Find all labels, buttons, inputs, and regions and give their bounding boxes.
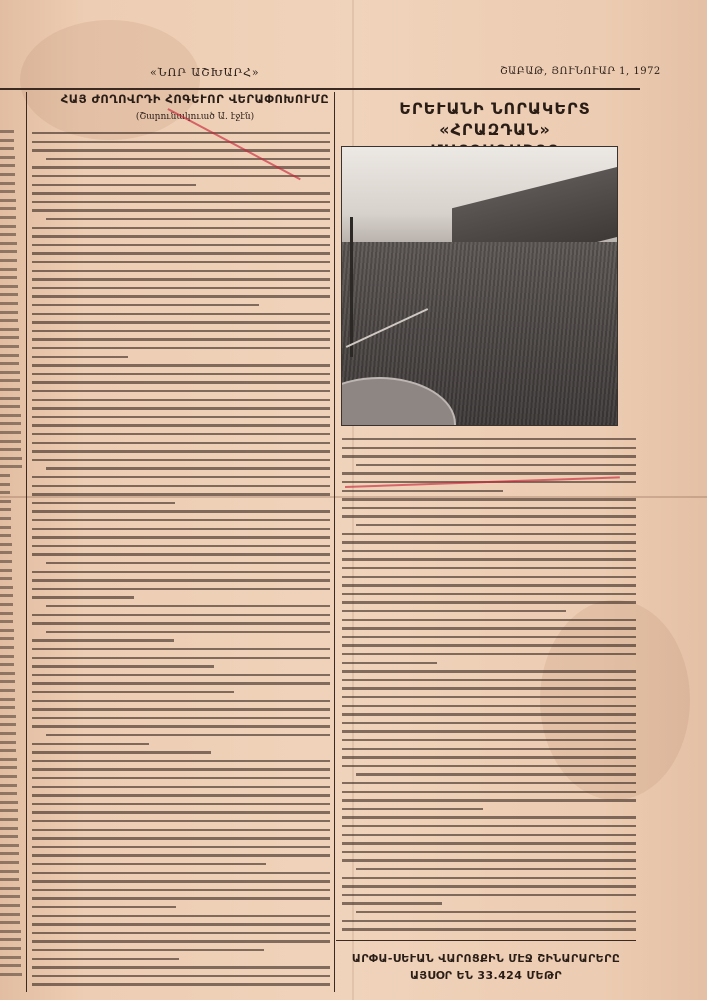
text-line bbox=[32, 966, 330, 968]
text-line bbox=[0, 405, 20, 408]
text-line bbox=[0, 276, 17, 279]
text-line bbox=[46, 562, 330, 564]
text-line bbox=[32, 141, 330, 143]
text-line bbox=[32, 639, 174, 641]
text-line bbox=[356, 464, 636, 466]
column-divider bbox=[334, 92, 335, 992]
text-line bbox=[32, 450, 330, 452]
text-line bbox=[32, 579, 330, 581]
text-line bbox=[356, 773, 636, 775]
text-line bbox=[32, 725, 330, 727]
text-line bbox=[342, 601, 636, 603]
text-line bbox=[32, 889, 330, 891]
text-line bbox=[342, 670, 636, 672]
text-line bbox=[0, 612, 13, 615]
text-line bbox=[32, 433, 330, 435]
text-line bbox=[32, 399, 330, 401]
text-line bbox=[0, 646, 14, 649]
text-line bbox=[32, 614, 330, 616]
text-line bbox=[342, 653, 636, 655]
text-line bbox=[342, 816, 636, 818]
text-line bbox=[0, 139, 14, 142]
text-line bbox=[342, 541, 636, 543]
text-line bbox=[32, 786, 330, 788]
text-line bbox=[32, 820, 330, 822]
text-line bbox=[0, 680, 15, 683]
text-line bbox=[0, 784, 17, 787]
text-line bbox=[32, 906, 176, 908]
text-line bbox=[0, 508, 11, 511]
text-line bbox=[0, 835, 18, 838]
text-line bbox=[32, 373, 330, 375]
text-line bbox=[0, 440, 21, 443]
text-line bbox=[32, 777, 330, 779]
text-line bbox=[32, 665, 214, 667]
text-line bbox=[32, 682, 330, 684]
announcement-line2: ԱՅՍՕՐ ԵՆ 33.424 ՄԵԹՐ bbox=[410, 969, 562, 982]
text-line bbox=[46, 734, 330, 736]
left-byline: (Շարունակուած Ա. էջէն) bbox=[135, 112, 255, 122]
text-line bbox=[32, 657, 330, 659]
text-line bbox=[32, 691, 234, 693]
text-line bbox=[342, 507, 636, 509]
text-line bbox=[0, 164, 15, 167]
text-line bbox=[32, 424, 330, 426]
text-line bbox=[0, 637, 14, 640]
text-line bbox=[32, 949, 264, 951]
text-line bbox=[32, 897, 330, 899]
left-column-fragment bbox=[0, 90, 22, 990]
text-line bbox=[342, 713, 636, 715]
text-line bbox=[32, 743, 149, 745]
text-line bbox=[0, 465, 22, 468]
text-line bbox=[0, 663, 14, 666]
text-line bbox=[0, 706, 15, 709]
text-line bbox=[32, 416, 330, 418]
text-line bbox=[0, 878, 19, 881]
text-line bbox=[32, 166, 330, 168]
text-line bbox=[32, 321, 330, 323]
text-line bbox=[32, 476, 330, 478]
text-line bbox=[32, 571, 330, 573]
text-line bbox=[32, 536, 330, 538]
text-line bbox=[0, 629, 14, 632]
text-line bbox=[342, 610, 566, 612]
text-line bbox=[32, 330, 330, 332]
text-line bbox=[342, 748, 636, 750]
text-line bbox=[32, 227, 330, 229]
text-line bbox=[0, 560, 12, 563]
text-line bbox=[0, 887, 20, 890]
text-line bbox=[342, 627, 636, 629]
text-line bbox=[0, 190, 15, 193]
text-line bbox=[0, 655, 14, 658]
text-line bbox=[0, 758, 17, 761]
text-line bbox=[32, 975, 330, 977]
text-line bbox=[0, 156, 15, 159]
text-line bbox=[32, 407, 330, 409]
text-line bbox=[32, 132, 330, 134]
text-line bbox=[0, 268, 17, 271]
text-line bbox=[46, 158, 330, 160]
text-line bbox=[32, 803, 330, 805]
bottom-announcement bbox=[336, 944, 636, 994]
text-line bbox=[32, 794, 330, 796]
text-line bbox=[0, 569, 12, 572]
text-line bbox=[342, 558, 636, 560]
text-line bbox=[0, 379, 20, 382]
text-line bbox=[342, 756, 636, 758]
text-line bbox=[32, 295, 330, 297]
text-line bbox=[0, 483, 10, 486]
text-line bbox=[32, 175, 330, 177]
text-line bbox=[0, 371, 20, 374]
text-line bbox=[32, 700, 330, 702]
text-line bbox=[0, 285, 18, 288]
text-line bbox=[32, 760, 330, 762]
announcement-line1: ԱՐՓԱ-ՍԵՒԱՆ ՎԱՐՈՑՔԻՆ ՄԷՋ ՇԻՆԱՐԱՐԵՐԸ bbox=[351, 952, 621, 965]
right-article-body bbox=[342, 436, 636, 934]
text-line bbox=[0, 818, 18, 821]
text-line bbox=[342, 808, 483, 810]
text-line bbox=[0, 250, 17, 253]
text-line bbox=[342, 722, 636, 724]
text-line bbox=[0, 921, 20, 924]
text-line bbox=[32, 846, 330, 848]
text-line bbox=[0, 302, 18, 305]
text-line bbox=[46, 605, 330, 607]
text-line bbox=[0, 973, 22, 976]
box-rule bbox=[336, 940, 636, 941]
text-line bbox=[32, 811, 330, 813]
text-line bbox=[32, 923, 330, 925]
text-line bbox=[0, 766, 17, 769]
text-line bbox=[32, 502, 175, 504]
text-line bbox=[32, 485, 330, 487]
text-line bbox=[342, 498, 636, 500]
text-line bbox=[32, 364, 330, 366]
text-line bbox=[342, 593, 636, 595]
text-line bbox=[342, 885, 636, 887]
text-line bbox=[0, 182, 15, 185]
text-line bbox=[32, 304, 259, 306]
text-line bbox=[32, 553, 330, 555]
text-line bbox=[0, 130, 14, 133]
text-line bbox=[32, 588, 330, 590]
text-line bbox=[32, 390, 330, 392]
text-line bbox=[32, 596, 134, 598]
masthead-rule bbox=[0, 88, 640, 90]
text-line bbox=[32, 648, 330, 650]
text-line bbox=[0, 930, 21, 933]
text-line bbox=[0, 715, 16, 718]
masthead bbox=[0, 62, 707, 86]
text-line bbox=[32, 252, 330, 254]
text-line bbox=[0, 543, 12, 546]
text-line bbox=[356, 524, 636, 526]
text-line bbox=[0, 319, 18, 322]
text-line bbox=[0, 809, 18, 812]
text-line bbox=[0, 474, 10, 477]
text-line bbox=[32, 356, 128, 358]
text-line bbox=[0, 904, 20, 907]
text-line bbox=[342, 447, 636, 449]
issue-date: ՇԱԲԱԹ, ՅՈՒՆՈՒԱՐ 1, 1972 bbox=[500, 66, 661, 77]
text-line bbox=[0, 827, 18, 830]
text-line bbox=[32, 381, 330, 383]
text-line bbox=[0, 551, 12, 554]
text-line bbox=[46, 218, 330, 220]
text-line bbox=[342, 490, 503, 492]
text-line bbox=[0, 526, 11, 529]
text-line bbox=[32, 768, 330, 770]
text-line bbox=[342, 825, 636, 827]
stadium-photo bbox=[341, 146, 618, 426]
text-line bbox=[342, 791, 636, 793]
text-line bbox=[32, 287, 330, 289]
text-line bbox=[0, 173, 15, 176]
text-line bbox=[0, 500, 11, 503]
text-line bbox=[0, 259, 17, 262]
text-line bbox=[32, 510, 330, 512]
text-line bbox=[0, 603, 13, 606]
text-line bbox=[32, 915, 330, 917]
text-line bbox=[342, 920, 636, 922]
text-line bbox=[32, 983, 330, 985]
text-line bbox=[342, 679, 636, 681]
text-line bbox=[0, 689, 15, 692]
text-line bbox=[32, 235, 330, 237]
text-line bbox=[0, 233, 16, 236]
text-line bbox=[0, 913, 20, 916]
text-line bbox=[0, 775, 17, 778]
left-headline: ՀԱՅ ԺՈՂՈՎՐԴԻ ՀՈԳԵՒՈՐ ՎԵՐԱՓՈԽՈՒՄԸ bbox=[60, 92, 330, 106]
text-line bbox=[32, 244, 330, 246]
text-line bbox=[0, 844, 19, 847]
text-line bbox=[0, 852, 19, 855]
text-line bbox=[32, 278, 330, 280]
text-line bbox=[342, 877, 636, 879]
text-line bbox=[0, 938, 21, 941]
text-line bbox=[32, 854, 330, 856]
text-line bbox=[0, 586, 13, 589]
text-line bbox=[342, 765, 636, 767]
text-line bbox=[0, 895, 20, 898]
text-line bbox=[0, 947, 21, 950]
text-line bbox=[342, 851, 636, 853]
text-line bbox=[32, 519, 330, 521]
text-line bbox=[0, 792, 17, 795]
text-line bbox=[342, 834, 636, 836]
text-line bbox=[0, 801, 18, 804]
text-line bbox=[32, 958, 179, 960]
column-divider bbox=[26, 92, 27, 992]
text-line bbox=[0, 336, 19, 339]
text-line bbox=[0, 594, 13, 597]
text-line bbox=[0, 362, 19, 365]
text-line bbox=[32, 442, 330, 444]
text-line bbox=[32, 622, 330, 624]
text-line bbox=[32, 201, 330, 203]
text-line bbox=[342, 515, 636, 517]
text-line bbox=[342, 550, 636, 552]
text-line bbox=[342, 636, 636, 638]
text-line bbox=[342, 799, 636, 801]
text-line bbox=[0, 422, 21, 425]
text-line bbox=[0, 698, 15, 701]
text-line bbox=[0, 388, 20, 391]
text-line bbox=[342, 644, 636, 646]
right-headline-line1: ԵՐԵՒԱՆԻ ՆՈՐԱԿԵՐՏ «ՀՐԱԶԴԱՆ» bbox=[399, 99, 591, 139]
text-line bbox=[32, 209, 330, 211]
text-line bbox=[342, 438, 636, 440]
text-line bbox=[32, 545, 330, 547]
text-line bbox=[32, 674, 330, 676]
photo-floodlight bbox=[350, 217, 353, 357]
text-line bbox=[342, 567, 636, 569]
newspaper-name: «ՆՈՐ ԱՇԽԱՐՀ» bbox=[150, 66, 260, 79]
text-line bbox=[342, 619, 636, 621]
text-line bbox=[342, 782, 636, 784]
text-line bbox=[342, 894, 636, 896]
text-line bbox=[32, 872, 330, 874]
text-line bbox=[342, 705, 636, 707]
text-line bbox=[0, 354, 19, 357]
text-line bbox=[0, 293, 18, 296]
text-line bbox=[0, 749, 16, 752]
text-line bbox=[0, 517, 11, 520]
text-line bbox=[32, 932, 330, 934]
text-line bbox=[32, 528, 330, 530]
text-line bbox=[32, 184, 196, 186]
text-line bbox=[0, 741, 16, 744]
text-line bbox=[342, 739, 636, 741]
text-line bbox=[342, 576, 636, 578]
text-line bbox=[32, 149, 330, 151]
text-line bbox=[0, 870, 19, 873]
text-line bbox=[0, 577, 12, 580]
text-line bbox=[342, 928, 636, 930]
text-line bbox=[342, 662, 437, 664]
text-line bbox=[0, 672, 15, 675]
text-line bbox=[342, 859, 636, 861]
text-line bbox=[342, 533, 636, 535]
text-line bbox=[342, 687, 636, 689]
text-line bbox=[0, 199, 16, 202]
text-line bbox=[32, 837, 330, 839]
text-line bbox=[32, 270, 330, 272]
text-line bbox=[342, 472, 636, 474]
text-line bbox=[32, 261, 330, 263]
text-line bbox=[32, 338, 330, 340]
text-line bbox=[46, 631, 330, 633]
text-line bbox=[32, 192, 330, 194]
text-line bbox=[32, 940, 330, 942]
text-line bbox=[0, 491, 10, 494]
text-line bbox=[0, 225, 16, 228]
text-line bbox=[0, 431, 21, 434]
text-line bbox=[0, 534, 11, 537]
text-line bbox=[32, 751, 211, 753]
text-line bbox=[0, 457, 22, 460]
text-line bbox=[0, 397, 20, 400]
text-line bbox=[342, 902, 442, 904]
text-line bbox=[46, 467, 330, 469]
text-line bbox=[342, 455, 636, 457]
text-line bbox=[356, 868, 636, 870]
text-line bbox=[0, 723, 16, 726]
text-line bbox=[32, 829, 330, 831]
text-line bbox=[32, 493, 330, 495]
text-line bbox=[0, 620, 13, 623]
left-article-body bbox=[32, 130, 330, 995]
text-line bbox=[342, 730, 636, 732]
text-line bbox=[342, 842, 636, 844]
text-line bbox=[0, 956, 21, 959]
text-line bbox=[32, 459, 330, 461]
text-line bbox=[0, 448, 21, 451]
text-line bbox=[32, 708, 330, 710]
text-line bbox=[0, 147, 14, 150]
text-line bbox=[0, 242, 17, 245]
text-line bbox=[32, 863, 266, 865]
text-line bbox=[32, 880, 330, 882]
text-line bbox=[0, 732, 16, 735]
text-line bbox=[342, 696, 636, 698]
text-line bbox=[0, 216, 16, 219]
text-line bbox=[0, 345, 19, 348]
text-line bbox=[32, 717, 330, 719]
text-line bbox=[356, 911, 636, 913]
text-line bbox=[0, 964, 21, 967]
text-line bbox=[0, 311, 18, 314]
text-line bbox=[342, 584, 636, 586]
text-line bbox=[32, 347, 330, 349]
text-line bbox=[0, 414, 21, 417]
text-line bbox=[0, 861, 19, 864]
text-line bbox=[0, 328, 19, 331]
text-line bbox=[0, 207, 16, 210]
text-line bbox=[32, 313, 330, 315]
